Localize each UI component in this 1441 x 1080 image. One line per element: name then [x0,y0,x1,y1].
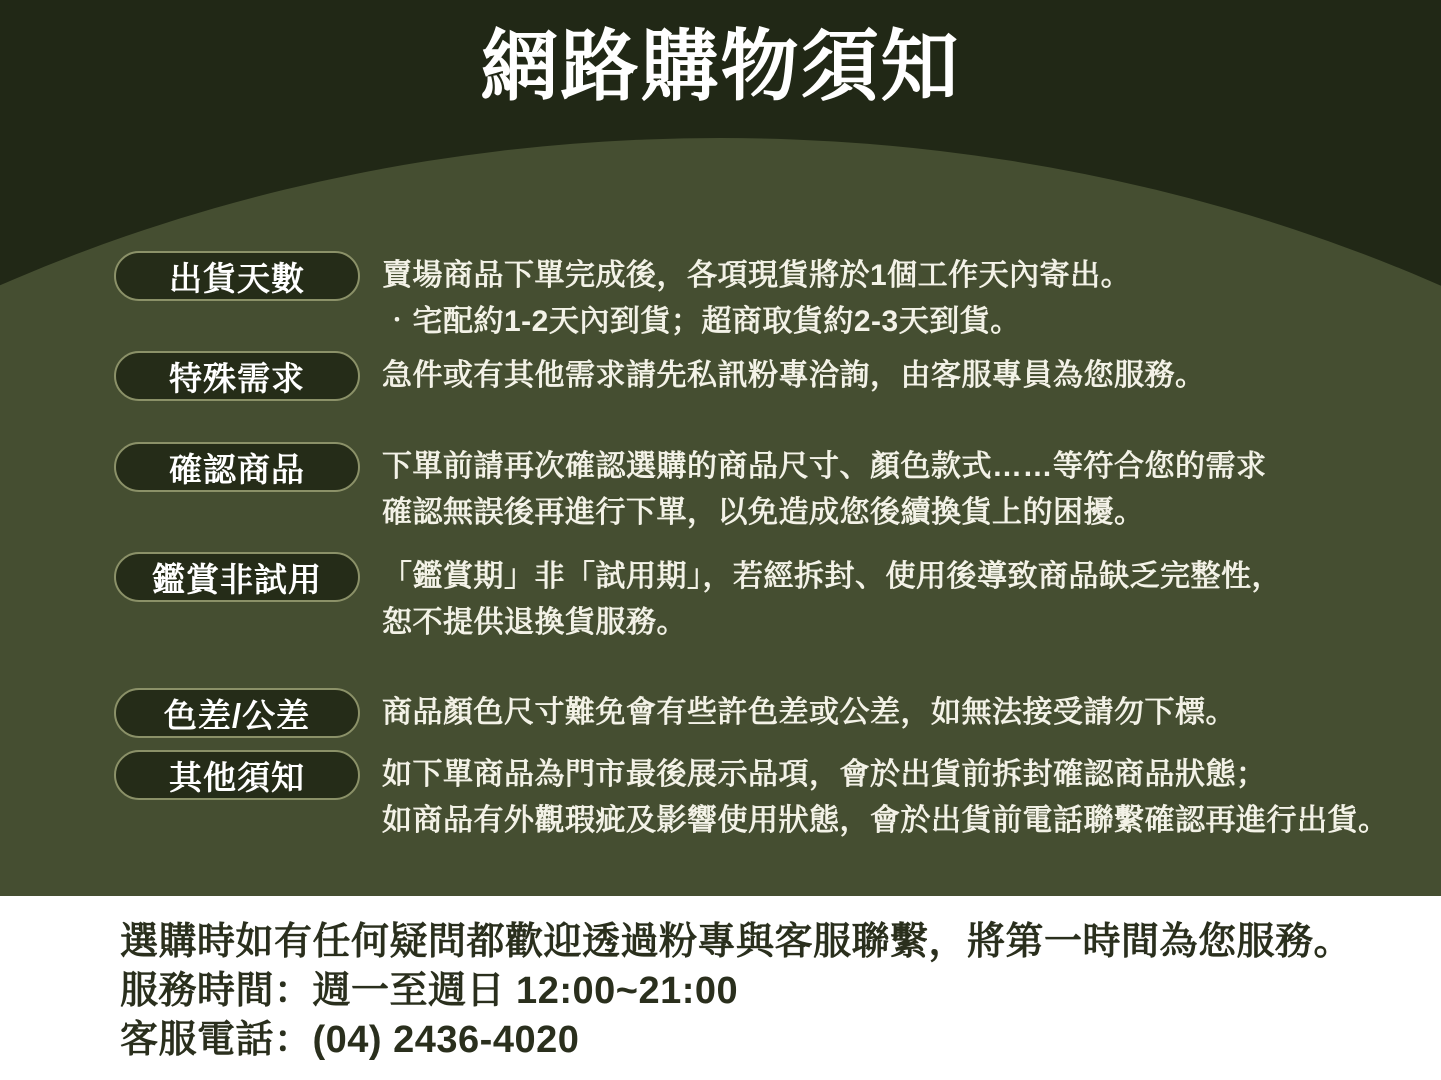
footer-contact-note: 選購時如有任何疑問都歡迎透過粉專與客服聯繫，將第一時間為您服務。 [120,921,1353,963]
footer [0,896,1441,1080]
notice-row-inspection-not-trial [114,552,1434,646]
notice-text [382,750,1389,844]
notice-line: 如商品有外觀瑕疵及影響使用狀態，會於出貨前電話聯繫確認再進行出貨。 [382,804,1389,837]
notice-label: 確認商品 [169,450,305,488]
notice-line: 賣場商品下單完成後，各項現貨將於1個工作天內寄出。 [382,259,1132,292]
notice-label-pill [114,688,360,738]
notice-label-pill [114,442,360,492]
notice-text [382,351,1206,399]
notice-row-other-notes [114,750,1434,844]
footer-service-phone: 客服電話：(04) 2436-4020 [120,1019,580,1061]
notice-label: 鑑賞非試用 [152,560,322,598]
notice-text [382,251,1131,345]
notice-label-pill [114,750,360,800]
notice-line: 確認無誤後再進行下單，以免造成您後續換貨上的困擾。 [382,496,1145,529]
notice-line: 「鑑賞期」非「試用期」，若經拆封、使用後導致商品缺乏完整性， [382,560,1282,593]
notice-row-shipping-days [114,251,1434,345]
notice-row-color-tolerance [114,688,1434,738]
footer-service-hours: 服務時間：週一至週日 12:00~21:00 [120,970,739,1012]
notice-label-pill [114,351,360,401]
notice-label: 其他須知 [169,758,305,796]
notice-label: 出貨天數 [169,259,305,297]
notice-label-pill [114,251,360,301]
notice-row-special-requests [114,351,1434,401]
notice-text [382,552,1282,646]
notice-label: 色差/公差 [163,696,311,734]
notice-line: 下單前請再次確認選購的商品尺寸、顏色款式……等符合您的需求 [382,450,1267,483]
notice-text [382,442,1267,536]
notice-text [382,688,1236,736]
notice-line: 商品顏色尺寸難免會有些許色差或公差，如無法接受請勿下標。 [382,696,1236,729]
notice-line: 如下單商品為門市最後展示品項，會於出貨前拆封確認商品狀態； [382,758,1267,791]
page-title: 網路購物須知 [480,22,961,110]
notice-label: 特殊需求 [169,359,305,397]
notice-label-pill [114,552,360,602]
notice-line: 急件或有其他需求請先私訊粉專洽詢，由客服專員為您服務。 [382,359,1206,392]
notice-line: ‧宅配約1-2天內到貨；超商取貨約2-3天到貨。 [382,305,1021,338]
notice-row-confirm-product [114,442,1434,536]
notice-line: 恕不提供退換貨服務。 [382,606,687,639]
notice-list [114,251,1434,844]
